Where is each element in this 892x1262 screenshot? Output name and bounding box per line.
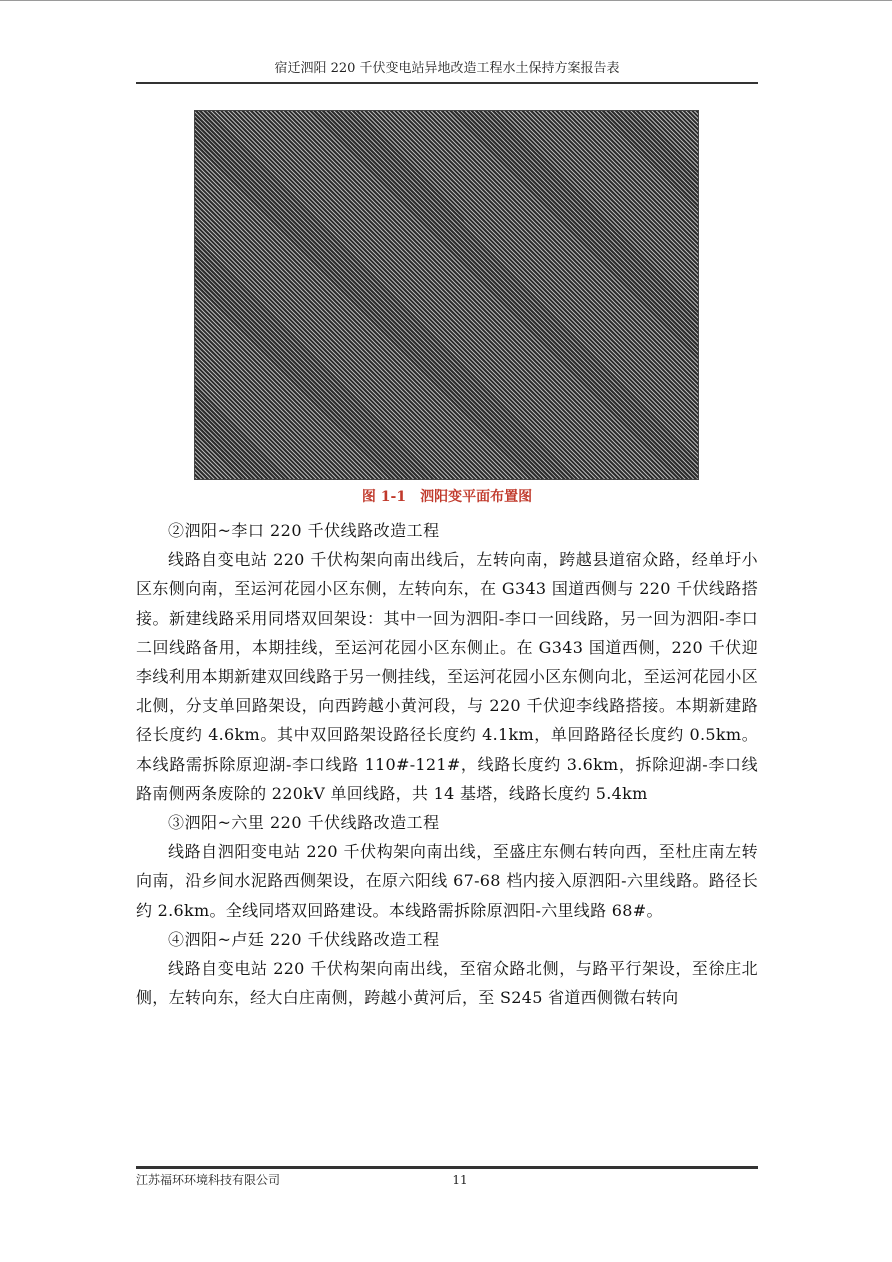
section-title-lixiao: ②泗阳~李口 220 千伏线路改造工程 xyxy=(168,521,440,540)
header-rule xyxy=(136,82,758,84)
section-body-liuli: 线路自泗阳变电站 220 千伏构架向南出线，至盛庄东侧右转向西，至杜庄南左转向南，沿乡间水泥路西侧架设，在原六阳线 67-68 档内接入原泗阳-六里线路。路径长约 2.6km。全线同塔双回路建设。本线路需拆除原泗阳-六里线路 68#。 xyxy=(136,842,758,920)
page-number: 11 xyxy=(452,1173,468,1187)
figure-caption: 图 1-1 泗阳变平面布置图 xyxy=(361,489,533,505)
main-content xyxy=(136,516,758,1012)
top-border-line xyxy=(0,0,892,1)
footer-rule xyxy=(136,1166,758,1169)
section-title-luting: ④泗阳~卢廷 220 千伏线路改造工程 xyxy=(168,929,440,949)
section-body-luting: 线路自变电站 220 千伏构架向南出线，至宿众路北侧，与路平行架设，至徐庄北侧，左转向东，经大白庄南侧，跨越小黄河后，至 S245 省道西侧微右转向 xyxy=(136,959,758,1008)
layout-plan-figure xyxy=(194,110,699,480)
section-body-lixiao: 线路自变电站 220 千伏构架向南出线后，左转向南，跨越县道宿众路，经单圩小区东侧向南，至运河花园小区东侧，左转向东，在 G343 国道西侧与 220 千伏线路搭接。新建线路采用同塔双回架设：其中一回为泗阳-李口一回线路，另一回为泗阳-李口二回线路备用，本期挂线，至运河花园小区东侧止。在 G343 国道西侧，220 千伏迎李线利用本期新建双回线路于另一侧挂线，至运河花园小区东侧向北，至运河花园小区北侧，分支单回路架设，向西跨越小黄河段，与 220 千伏迎李线路搭接。本期新建路径长度约 4.6km。其中双回路架设路径长度约 4.1km，单回路路径长度约 0.5km。本线路需拆除原迎湖-李口线路 110#-121#，线路长度约 3.6km，拆除迎湖-李口线路南侧两条废除的 220kV 单回线路，共 14 基塔，线路长度约 5.4km xyxy=(136,550,758,803)
section-title-liuli: ③泗阳~六里 220 千伏线路改造工程 xyxy=(168,813,440,833)
page-header-title: 宿迁泗阳 220 千伏变电站异地改造工程水土保持方案报告表 xyxy=(274,61,620,76)
footer-company-name: 江苏福环环境科技有限公司 xyxy=(136,1173,281,1187)
